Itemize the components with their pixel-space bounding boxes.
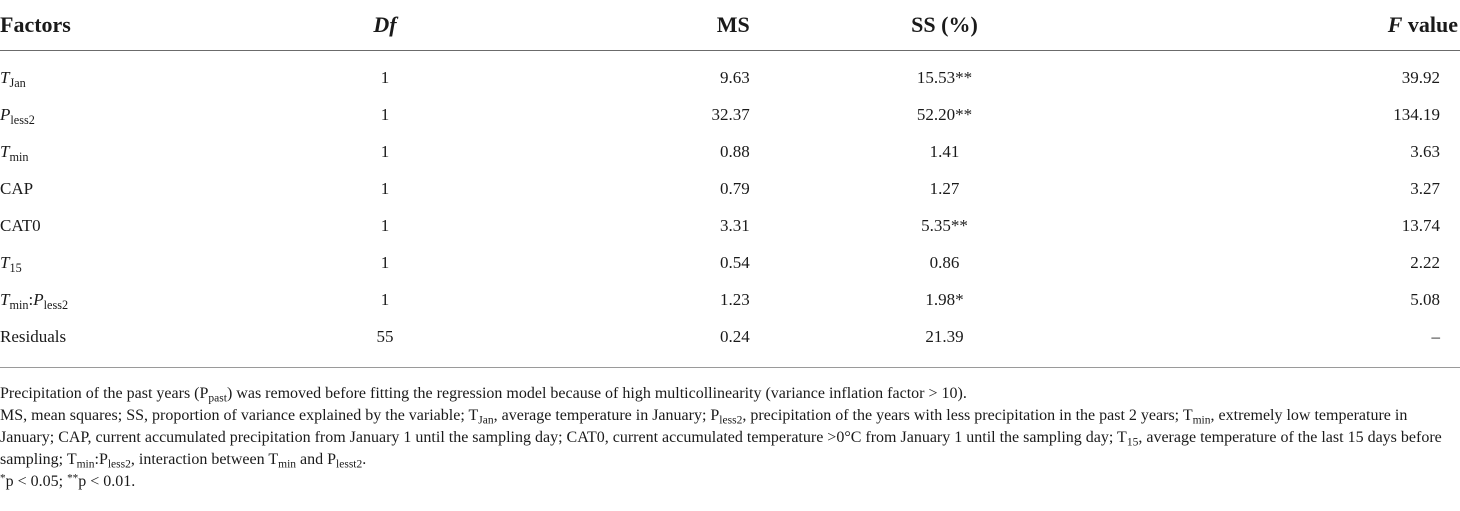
f-cell: – <box>1139 318 1460 368</box>
f-cell: 39.92 <box>1401 67 1440 87</box>
header-ms: MS <box>484 0 750 51</box>
df-cell: 1 <box>380 104 390 124</box>
df-cell: 1 <box>380 67 390 87</box>
ms-cell: 3.31 <box>719 215 750 235</box>
f-cell: 5.08 <box>1410 289 1440 309</box>
footnote-text: ) was removed before fitting the regression model because of high multicollinearity (variance inflation factor > 10). <box>226 385 967 402</box>
footnote-text: , average temperature of the last 15 days before sampling; T <box>0 429 1442 468</box>
footnote-subscript: min <box>278 458 297 471</box>
factor-symbol: T <box>0 141 10 161</box>
ms-cell: 0.88 <box>719 141 750 161</box>
table-header-row <box>0 0 1460 51</box>
ms-cell: 0.79 <box>719 178 750 198</box>
ss-cell: 1.41 <box>929 141 960 161</box>
footnote-subscript: 15 <box>1126 436 1139 449</box>
footnote-text: . <box>362 451 367 468</box>
footnote-text: , extremely low temperature in January; CAP, current accumulated precipitation from January 1 until the sampling day; CAT0, current accumulated temperature >0°C from January 1 until the sampling day; T <box>0 407 1408 446</box>
df-cell: 55 <box>286 318 483 368</box>
footnote-text: and P <box>296 451 337 468</box>
table-row <box>0 244 1460 281</box>
header-f-rest: value <box>1402 12 1458 37</box>
footnote-text: MS, mean squares; SS, proportion of variance explained by the variable; T <box>0 407 479 424</box>
footnote-abbreviations <box>0 405 1458 471</box>
footnote-text: , average temperature in January; P <box>493 407 720 424</box>
ms-cell: 0.54 <box>719 252 750 272</box>
factor-cell: Residuals <box>0 318 286 368</box>
factor-symbol: T <box>0 289 10 309</box>
header-f-value <box>1139 0 1460 51</box>
footnote-subscript: less2 <box>107 458 131 471</box>
table-row <box>0 207 1460 244</box>
footnote-text: Precipitation of the past years (P <box>0 385 209 402</box>
footnote-superscript: * <box>0 472 6 485</box>
footnote-subscript: min <box>76 458 95 471</box>
df-cell: 1 <box>380 289 390 309</box>
factor-cell <box>0 51 286 97</box>
ss-cell: 15.53** <box>916 67 973 87</box>
f-cell: 134.19 <box>1393 104 1440 124</box>
footnote-superscript: ** <box>67 472 79 485</box>
footnote-subscript: Jan <box>478 414 494 427</box>
header-factors: Factors <box>0 0 286 51</box>
table-row <box>0 51 1460 97</box>
ss-cell: 1.27 <box>929 178 960 198</box>
footnote-text: p < 0.05; <box>5 473 68 490</box>
table-row <box>0 318 1460 368</box>
factor-subscript: less2 <box>10 112 35 127</box>
factor-cell: CAT0 <box>0 215 41 235</box>
table-footnotes <box>0 383 1458 493</box>
factor-subscript: less2 <box>43 297 69 312</box>
df-cell: 1 <box>380 215 390 235</box>
header-f-italic: F <box>1387 12 1403 37</box>
factor-symbol: T <box>0 252 10 272</box>
header-df: Df <box>286 0 483 51</box>
df-cell: 1 <box>380 252 390 272</box>
footnote-text: , interaction between T <box>130 451 279 468</box>
ss-cell: 52.20** <box>916 104 973 124</box>
factor-cell <box>0 96 286 133</box>
footnote-subscript: past <box>208 392 227 405</box>
f-cell: 3.27 <box>1410 178 1440 198</box>
ss-cell: 21.39 <box>750 318 1139 368</box>
f-cell: 13.74 <box>1401 215 1440 235</box>
ss-cell: 1.98* <box>925 289 964 309</box>
table-row <box>0 133 1460 170</box>
factor-cell <box>0 133 286 170</box>
f-cell: 2.22 <box>1410 252 1440 272</box>
ss-cell: 5.35** <box>921 215 968 235</box>
factor-symbol: P <box>0 104 11 124</box>
footnote-text: :P <box>94 451 108 468</box>
factor-cell <box>0 244 286 281</box>
factor-subscript: 15 <box>9 260 22 275</box>
factor-symbol: P <box>33 289 44 309</box>
footnote-subscript: less2 <box>719 414 743 427</box>
table-row <box>0 170 1460 207</box>
footnote-multicollinearity <box>0 383 1458 405</box>
df-cell: 1 <box>380 141 390 161</box>
ms-cell: 9.63 <box>719 67 750 87</box>
factor-subscript: min <box>9 149 29 164</box>
df-cell: 1 <box>380 178 390 198</box>
footnote-subscript: lesst2 <box>336 458 363 471</box>
footnote-significance <box>0 471 1458 493</box>
ss-cell: 0.86 <box>929 252 960 272</box>
footnote-subscript: min <box>1192 414 1211 427</box>
header-ss: SS (%) <box>750 0 1139 51</box>
factor-cell: $T_{min}:P_{less2}$ <box>0 289 69 312</box>
factor-symbol: T <box>0 67 10 87</box>
ms-cell: 32.37 <box>711 104 750 124</box>
factor-subscript: Jan <box>9 75 26 90</box>
table-row <box>0 281 1460 318</box>
ms-cell: 1.23 <box>719 289 750 309</box>
table-row <box>0 96 1460 133</box>
footnote-text: p < 0.01. <box>78 473 136 490</box>
factor-cell: CAP <box>0 178 34 198</box>
f-cell: 3.63 <box>1410 141 1440 161</box>
footnote-text: , precipitation of the years with less precipitation in the past 2 years; T <box>742 407 1193 424</box>
factor-subscript: min <box>9 297 29 312</box>
ms-cell: 0.24 <box>484 318 750 368</box>
